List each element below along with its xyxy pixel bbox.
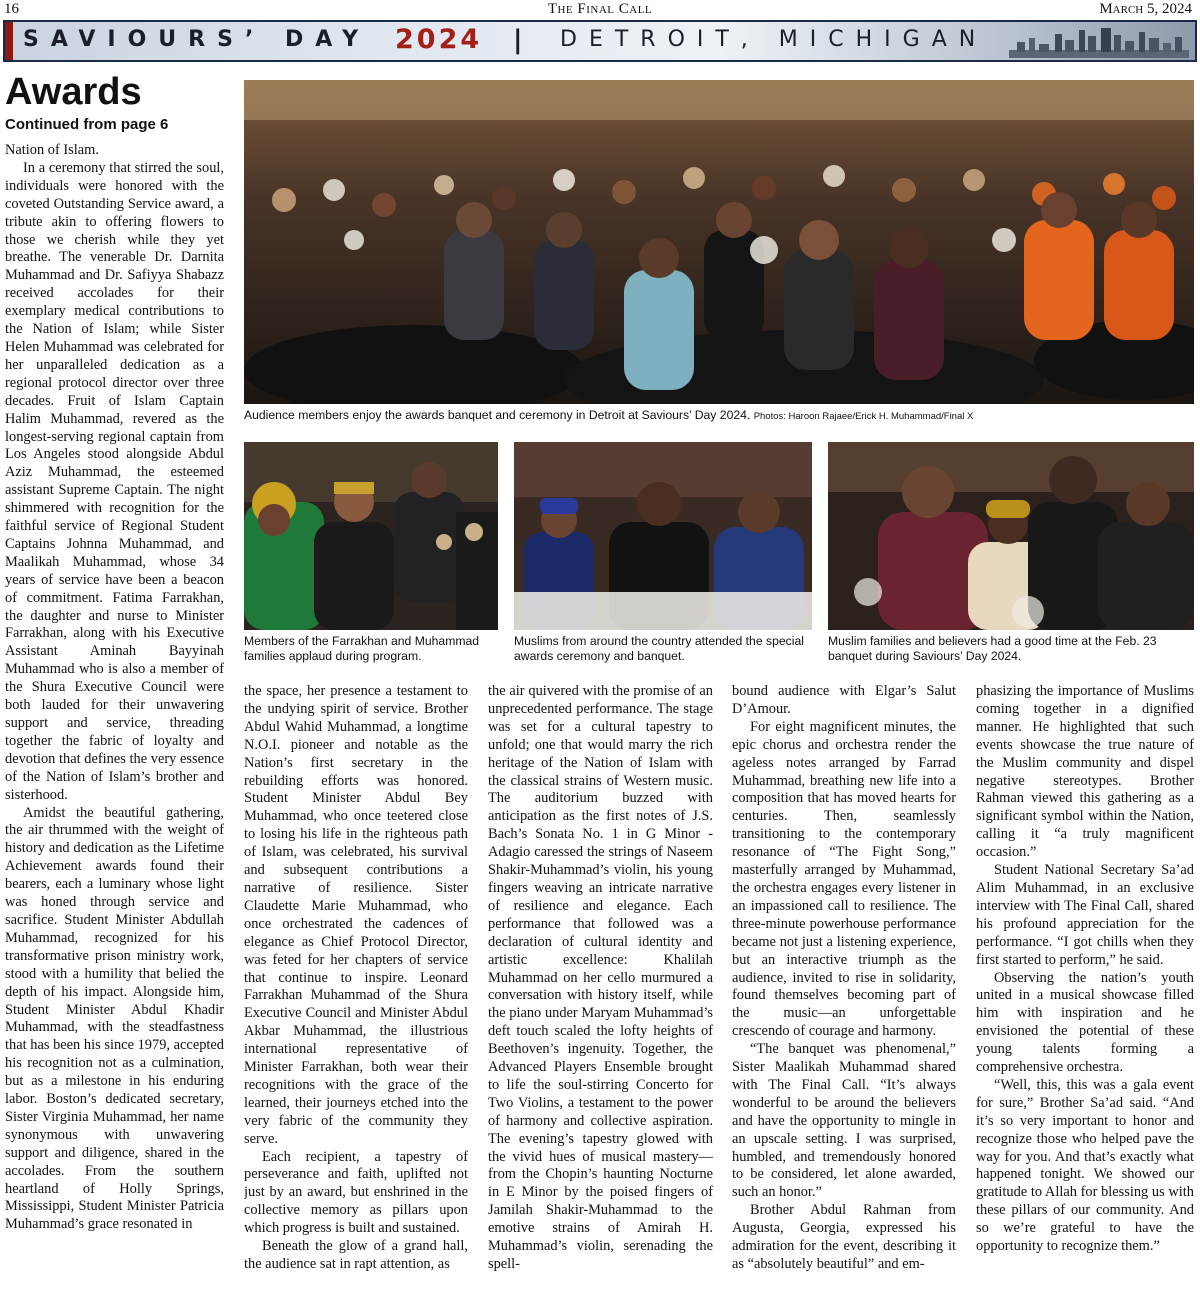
photo1-caption: Members of the Farrakhan and Muhammad families applaud during program. [244, 634, 480, 663]
paragraph: phasizing the importance of Muslims coming together in a dignified manner. He highlighted that such events showcase the true nature of the Muslim community and dispel negative stereotypes. Brother Rahman viewed this gathering as a significant symbol within the Nation, calling it “a truly magnificent occasion.” [976, 683, 1194, 861]
publication-name: The Final Call [547, 1, 653, 17]
paragraph: Amidst the beautiful gathering, the air thrummed with the weight of history and dedication as the Lifetime Achievement awards found their bearers, each a luminary whose light was honed through service and sacrifice. Student Minister Abdullah Muhammad, recognized for his transformative prison ministry work, stood with a humility that belied the depth of his impact. Alongside him, Student Minister Abdul Khadir Muhammad, with the steadfastness that has been his since 1979, accepted his recognition not as a culmination, but as a milestone in his enduring labor. Boston’s dedicated secretary, Sister Virginia Muhammad, her name synonymous with unwavering support and diligence, shared in the accolades. From the southern heartland of Holly Springs, Mississippi, Student Minister Patricia Muhammad’s grace resonated in [5, 804, 224, 1233]
section-banner [3, 20, 1197, 62]
paragraph: bound audience with Elgar’s Salut D’Amour. [732, 683, 956, 717]
article-column-5 [976, 683, 1194, 1294]
muslim-families-photo [828, 442, 1194, 630]
paragraph: the space, her presence a testament to the undying spirit of service. Brother Abdul Wahid Muhammad, a longtime N.O.I. pioneer and notable as the Nation’s first secretary in the rebuilding efforts was honored. Student Minister Abdul Bey Muhammad, who once teetered close to losing his life in the righteous path of Islam, was celebrated, his survival and subsequent contributions a narrative of resilience. Sister Claudette Marie Muhammad, who once orchestrated the cadences of elegance as Chief Protocol Director, was feted for her chapters of service that continue to inspire. Leonard Farrakhan Muhammad of the Shura Executive Council and Minister Abdul Akbar Muhammad, the illustrious international representative of Minister Farrakhan, both wear their recognitions with the grace of the learned, their journeys etched into the very fabric of the community they serve. [244, 683, 468, 1147]
page-number: 16 [4, 1, 19, 17]
article-column-4 [732, 683, 956, 1294]
paragraph: Brother Abdul Rahman from Augusta, Georgia, expressed his admiration for the event, describing it as “absolutely beautiful” and em- [732, 1202, 956, 1272]
paragraph: “Well, this, this was a gala event for sure,” Brother Sa’ad said. “And it’s so very important to honor and recognize those who helped pave the way for you. And that’s exactly what happened tonight. We showed our gratitude to Allah for blessing us with these pillars of our community. And so we’re grateful to have the opportunity to recognize them.” [976, 1076, 1194, 1255]
detroit-skyline-icon [1009, 26, 1189, 58]
paragraph: In a ceremony that stirred the soul, individuals were honored with the coveted Outstanding Service award, a tribute akin to offering flowers to those we cherish while they yet breathe. The venerable Dr. Darnita Muhammad and Dr. Safiyya Shabazz received accolades for their exemplary medical contributions to the Nation of Islam; while Sister Helen Muhammad was celebrated for her unparalleled dedication as a regional protocol director over three decades. Fruit of Islam Captain Halim Muhammad, revered as the longest-serving regional captain from Los Angeles stood alongside Abdul Aziz Muhammad, the esteemed assistant Supreme Captain. The night shimmered with recognition for the faithful service of Regional Student Captains Johnna Muhammad, and Maalikah Muhammad, whose 34 years of service have been a beacon of commitment. Fatima Farrakhan, the daughter and nurse to Minister Farrakhan, along with his Executive Assistant Aminah Bayyinah Muhammad who is also a member of the Shura Executive Council were both lauded for their unwavering support and service, threading together the fabric of loyalty and devotion that defines the very essence of the Nation of Islam’s brother and sisterhood. [5, 159, 224, 803]
article-headline: Awards [5, 71, 142, 113]
article-column-3 [488, 683, 713, 1294]
banner-location: DETROIT, MICHIGAN [560, 27, 988, 52]
photo-credit: Photos: Haroon Rajaee/Erick H. Muhammad/Final X [753, 411, 974, 422]
banner-separator: | [513, 25, 523, 55]
caption-text: Audience members enjoy the awards banquet and ceremony in Detroit at Saviours’ Day 2024. [244, 408, 751, 422]
article-column-2 [244, 683, 468, 1294]
paragraph: Observing the nation’s youth united in a musical showcase filled him with inspiration and he envisioned the potential of these young talents forming a comprehensive orchestra. [976, 969, 1194, 1076]
banner-year: 2024 [395, 24, 483, 55]
banquet-hall-photo [244, 80, 1194, 404]
paragraph: Nation of Islam. [5, 142, 99, 158]
paragraph: Beneath the glow of a grand hall, the audience sat in rapt attention, as [244, 1238, 468, 1272]
issue-date: March 5, 2024 [1099, 1, 1192, 17]
banner-accent [5, 22, 13, 60]
paragraph: “The banquet was phenomenal,” Sister Maalikah Muhammad shared with The Final Call. “It’s always wonderful to be around the believers and have the opportunity to mingle in an upscale setting. I was surprised, humbled, and tremendously honored to be considered, let alone awarded, such an honor.” [732, 1041, 956, 1201]
main-photo-caption [244, 408, 1194, 424]
paragraph: Each recipient, a tapestry of perseverance and faith, uplifted not just by an award, but enshrined in the collective memory as pillars upon which progress is built and sustained. [244, 1148, 468, 1237]
photo3-caption: Muslim families and believers had a good time at the Feb. 23 banquet during Saviours’ Day 2024. [828, 634, 1157, 663]
banner-event: SAVIOURS’ DAY [23, 27, 371, 52]
awards-attendees-photo [514, 442, 812, 630]
article-column-1 [5, 142, 224, 1294]
photo2-caption: Muslims from around the country attended the special awards ceremony and banquet. [514, 634, 804, 663]
paragraph: Student National Secretary Sa’ad Alim Muhammad, in an exclusive interview with The Final Call, shared his profound appreciation for the performance. “I got chills when they first started to perform,” he said. [976, 862, 1194, 968]
paragraph: the air quivered with the promise of an unprecedented performance. The stage was set for a cultural tapestry to unfold; one that would marry the rich heritage of the Nation of Islam with the classical strains of Western music. The auditorium buzzed with anticipation as the first notes of J.S. Bach’s Sonata No. 1 in G Minor - Adagio caressed the strings of Naseem Shakir-Muhammad’s violin, his young fingers weaving an intricate narrative of resilience and elegance. Each performance that followed was a declaration of cultural identity and artistic excellence: Khalilah Muhammad on her cello murmured a conversation with history itself, while the piano under Maryam Muhammad’s deft touch scaled the lofty heights of Beethoven’s ingenuity. Together, the Advanced Players Ensemble brought to life the soul-stirring Concerto for Two Violins, a testament to the power of harmony and collective aspiration. The evening’s tapestry glowed with the vivid hues of musical mastery—from the Chopin’s haunting Nocturne in E Minor by the poised fingers of Jamilah Shakir-Muhammad to the emotive strains of Amirah H. Muhammad’s violin, serenading the spell- [488, 683, 713, 1272]
families-applaud-photo [244, 442, 498, 630]
folio-bar [0, 0, 1200, 18]
continued-line: Continued from page 6 [5, 116, 169, 133]
paragraph: For eight magnificent minutes, the epic chorus and orchestra render the ageless notes arranged by Farrad Muhammad, breathing new life into a composition that has moved hearts for centuries. Then, seamlessly transitioning to the contemporary resonance of “The Fight Song,” masterfully arranged by Muhammad, the orchestra engages every listener in an impassioned call to resilience. The three-minute powerhouse performance became not just a listening experience, but an interactive triumph as the audience, invited to rise in solidarity, found themselves becoming part of the music—an unforgettable crescendo of courage and harmony. [732, 718, 956, 1040]
